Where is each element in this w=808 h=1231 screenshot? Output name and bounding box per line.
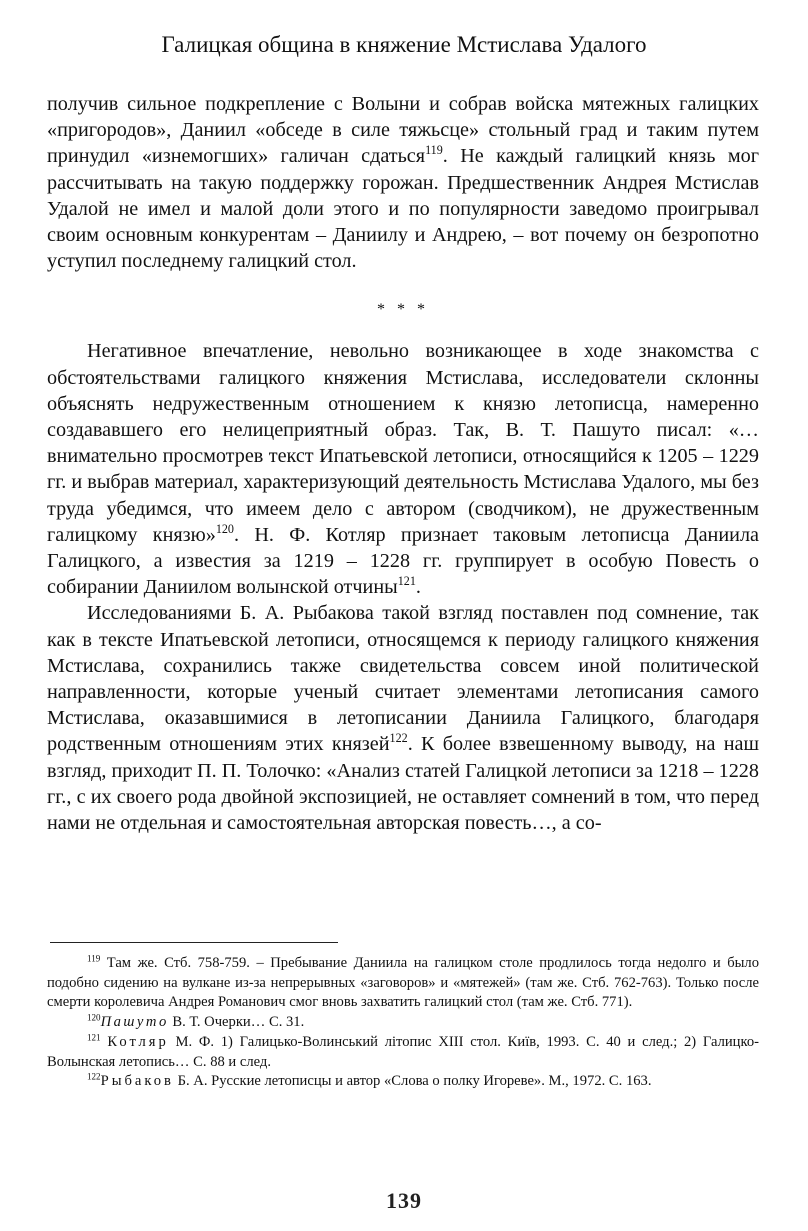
footnote-ref-120: 120: [215, 521, 234, 536]
footnote-author: Рыбаков: [100, 1073, 174, 1090]
footnote-120: $^{120}$Пашуто В. Т. Очерки… С. 31.: [87, 1012, 305, 1031]
footnote-122: $^{122}$Рыбаков Б. А. Русские летописцы и автор «Слова о полку Игореве». М., 1972. С. 163.: [87, 1071, 652, 1090]
footnote-author: Котляр: [107, 1033, 169, 1050]
main-text: [47, 91, 759, 836]
paragraph-2: Негативное впечатление, невольно возникающее в ходе знакомства с обстоятельствами галицкого княжения Мстислава, исследователи склонны объяснять недружественным отношением к князю летописца, намеренно создававшего его нелицеприятный образ. Так, В. Т. Пашуто писал: «…внимательно просмотрев текст Ипатьевской летописи, относящийся к 1205 – 1229 гг. и выбрав материал, характеризующий деятельность Мстислава Удалого, мы без труда убедимся, что имеем дело с автором (сводчиком), не дружественным галицкому князю»$^{120}$. Н. Ф. Котляр признает таковым летописца Даниила Галицкого, а известия за 1219 – 1228 гг. группирует в особую Повесть о собирании Даниилом волынской отчины$^{121}$.: [47, 340, 759, 599]
running-title: Галицкая община в княжение Мстислава Удалого: [161, 32, 647, 57]
page-number: 139: [386, 1188, 422, 1213]
footnote-ref-119: 119: [425, 143, 443, 158]
footnote-121: $^{121}$ Котляр М. Ф. 1) Галицько-Волинський літопис XIII стол. Київ, 1993. С. 40 и след.; 2) Галицко-Волынская летопись… С. 88 и след.: [47, 1032, 759, 1070]
section-separator: * * *: [377, 301, 429, 319]
footnote-ref-121: 121: [397, 574, 416, 589]
footnotes: [47, 954, 759, 1092]
footnote-119: $^{119}$ Там же. Стб. 758-759. – Пребывание Даниила на галицком столе продлилось тогда недолго и было подобно сидению на вулкане из-за непрерывных «заговоров» и «мятежей» (там же. Стб. 762-763). Только после смерти королевича Андрея Романович смог вновь захватить галицкий стол (там же. Стб. 771).: [47, 953, 759, 1011]
footnote-author: Пашуто: [100, 1014, 169, 1031]
paragraph-3: Исследованиями Б. А. Рыбакова такой взгляд поставлен под сомнение, так как в тексте Ипатьевской летописи, относящемся к периоду галицкого княжения Мстислава, сохранились также свидетельства совсем иной политической направленности, которые ученый считает элементами летописания самого Мстислава, оказавшимися в летописании Даниила Галицкого, благодаря родственным отношениям этих князей$^{122}$. К более взвешенному выводу, на наш взгляд, приходит П. П. Толочко: «Анализ статей Галицкой летописи за 1218 – 1228 гг., с их своего рода двойной экспозицией, не оставляет сомнений в том, что перед нами не отдельная и самостоятельная авторская повесть…, а со-: [47, 602, 760, 835]
footnote-rule: [50, 942, 338, 943]
paragraph-1: получив сильное подкрепление с Волыни и собрав войска мятежных галицких «пригородов», Даниил «обседе в силе тяжьсце» стольный град и таким путем принудил «изнемогших» галичан сдаться$^{119}$. Не каждый галицкий князь мог рассчитывать на такую поддержку горожан. Предшественник Андрея Мстислав Удалой не имел и малой доли этого и по популярности заведомо проигрывал своим основным конкурентам – Даниилу и Андрею, – вот почему он безропотно уступил последнему галицкий стол.: [47, 93, 760, 273]
page-header: [0, 30, 808, 60]
footnote-ref-122: 122: [389, 731, 408, 746]
